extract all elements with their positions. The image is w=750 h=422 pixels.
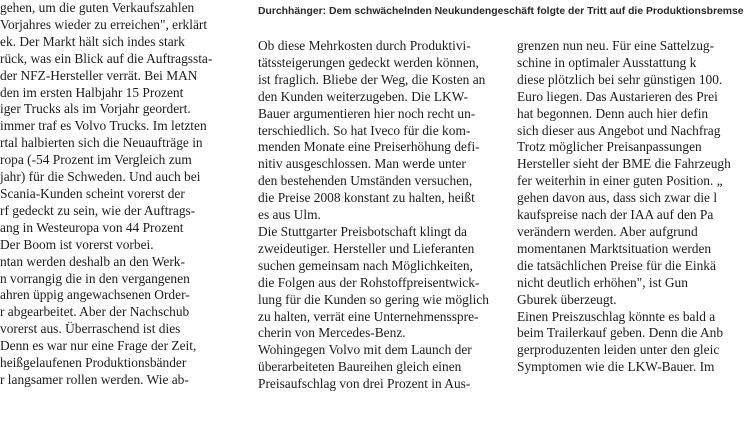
text-line: schine in optimaler Ausstattung k: [517, 54, 697, 70]
text-line: terschiedlich. So hat Iveco für die kom-: [258, 122, 471, 138]
text-line: jahr) für die Schweden. Und auch bei: [0, 169, 201, 185]
text-line: immer traf es Volvo Trucks. Im letzten: [0, 118, 207, 134]
text-line: Ob diese Mehrkosten durch Produktivi-: [258, 38, 471, 53]
text-line: nitiv ausgeschlossen. Man werde unter: [258, 156, 466, 172]
text-line: den Kunden weiterzugeben. Die LKW-: [258, 88, 469, 104]
text-line: ist fraglich. Bliebe der Weg, die Kosten an: [258, 71, 486, 87]
text-line: den im ersten Halbjahr 15 Prozent: [0, 84, 184, 100]
text-line: Vorjahres wieder zu erreichen", erklärt: [0, 16, 208, 32]
text-line: beim Trailerkauf geben. Denn die Anb: [517, 325, 724, 341]
text-line: iger Trucks als im Vorjahr geordert.: [0, 101, 191, 117]
text-line: lung für die Kunden so gering wie möglich: [258, 291, 489, 307]
text-line: die tatsächlichen Preise für die Einkä: [517, 257, 716, 273]
text-line: grenzen nun neu. Für eine Sattelzug-: [517, 38, 715, 53]
text-line: Wohingegen Volvo mit dem Launch der: [258, 342, 472, 358]
text-line: der NFZ-Hersteller verrät. Bei MAN: [0, 67, 198, 83]
text-line: zu halten, verrät eine Unternehmensspre-: [258, 308, 479, 324]
text-line: nicht deutlich erhöhen", ist Gun: [517, 274, 688, 290]
text-line: es aus Ulm.: [258, 207, 321, 223]
text-line: momentanen Marktsituation werden: [517, 240, 712, 256]
text-line: diese plötzlich bei sehr günstigen 100.: [517, 71, 723, 87]
text-line: Euro liegen. Das Austarieren des Prei: [517, 88, 718, 104]
text-line: sich dieser aus Angebot und Nachfrag: [517, 122, 721, 138]
text-line: ang in Westeuropa von 44 Prozent: [0, 219, 184, 235]
text-line: r abgearbeitet. Aber der Nachschub: [0, 304, 190, 320]
photo-caption: Durchhänger: Dem schwächelnden Neukundengeschäft folgte der Tritt auf die Produktionsbremse: [258, 6, 744, 17]
text-line: Der Boom ist vorerst vorbei.: [0, 236, 154, 252]
text-line: zweideutiger. Hersteller und Lieferanten: [258, 240, 475, 256]
text-line: ropa (-54 Prozent im Vergleich zum: [0, 152, 192, 168]
text-line: rf gedeckt zu sein, wie der Auftrags-: [0, 202, 196, 218]
text-line: Denn es war nur eine Frage der Zeit,: [0, 338, 197, 354]
article-column-3: [517, 38, 750, 376]
text-line: gehen davon aus, dass sich zwar die l: [517, 190, 718, 206]
article-column-1: [0, 0, 218, 389]
text-line: suchen gemeinsam nach Möglichkeiten,: [258, 257, 473, 273]
text-line: gehen, um die guten Verkaufszahlen: [0, 0, 195, 15]
text-line: ahren üppig angewachsenen Order-: [0, 287, 190, 303]
text-line: Scania-Kunden scheint vorerst der: [0, 185, 185, 201]
text-line: tätssteigerungen gedeckt werden können,: [258, 54, 479, 70]
text-line: Einen Preiszuschlag könnte es bald a: [517, 308, 716, 324]
text-line: hat begonnen. Denn auch hier defin: [517, 105, 709, 121]
text-line: die Folgen aus der Rohstoffpreisentwick-: [258, 274, 480, 290]
text-line: Bauer argumentieren hier noch recht un-: [258, 105, 476, 121]
text-line: Die Stuttgarter Preisbotschaft klingt da: [258, 223, 467, 239]
text-line: Symptomen wie die LKW-Bauer. Im: [517, 359, 715, 375]
text-line: ntan werden deshalb an den Werk-: [0, 253, 185, 269]
article-column-2: [258, 38, 490, 393]
text-line: r langsamer rollen werden. Wie ab-: [0, 371, 189, 387]
text-line: menden Monate eine Preiserhöhung defi-: [258, 139, 480, 155]
text-line: fer weiterhin in einer guten Position. „: [517, 173, 723, 189]
text-line: Gburek überzeugt.: [517, 291, 617, 307]
text-line: den bestehenden Umständen versuchen,: [258, 173, 473, 189]
text-line: Trotz möglicher Preisanpassungen: [517, 139, 702, 155]
text-line: rück, was ein Blick auf die Auftragssta-: [0, 50, 213, 66]
text-line: n vorrangig die in den vergangenen: [0, 270, 190, 286]
text-line: die Preise 2008 konstant zu halten, heißt: [258, 190, 475, 206]
text-line: gerproduzenten leiden unter den gleic: [517, 342, 720, 358]
text-line: überarbeiteten Baureihen gleich einen: [258, 359, 462, 375]
text-line: heißgelaufenen Produktionsbänder: [0, 355, 187, 371]
text-line: Hersteller sieht der BME die Fahrzeugh: [517, 156, 731, 172]
text-line: cherin von Mercedes-Benz.: [258, 325, 406, 341]
text-line: rtal halbierten sich die Neuaufträge in: [0, 135, 203, 151]
text-line: ek. Der Markt hält sich indes stark: [0, 33, 185, 49]
text-line: kaufspreise nach der IAA auf den Pa: [517, 207, 714, 223]
text-line: verändern werden. Aber aufgrund: [517, 223, 698, 239]
text-line: vorerst aus. Überraschend ist dies: [0, 321, 181, 337]
text-line: Preisaufschlag von drei Prozent in Aus-: [258, 376, 471, 392]
